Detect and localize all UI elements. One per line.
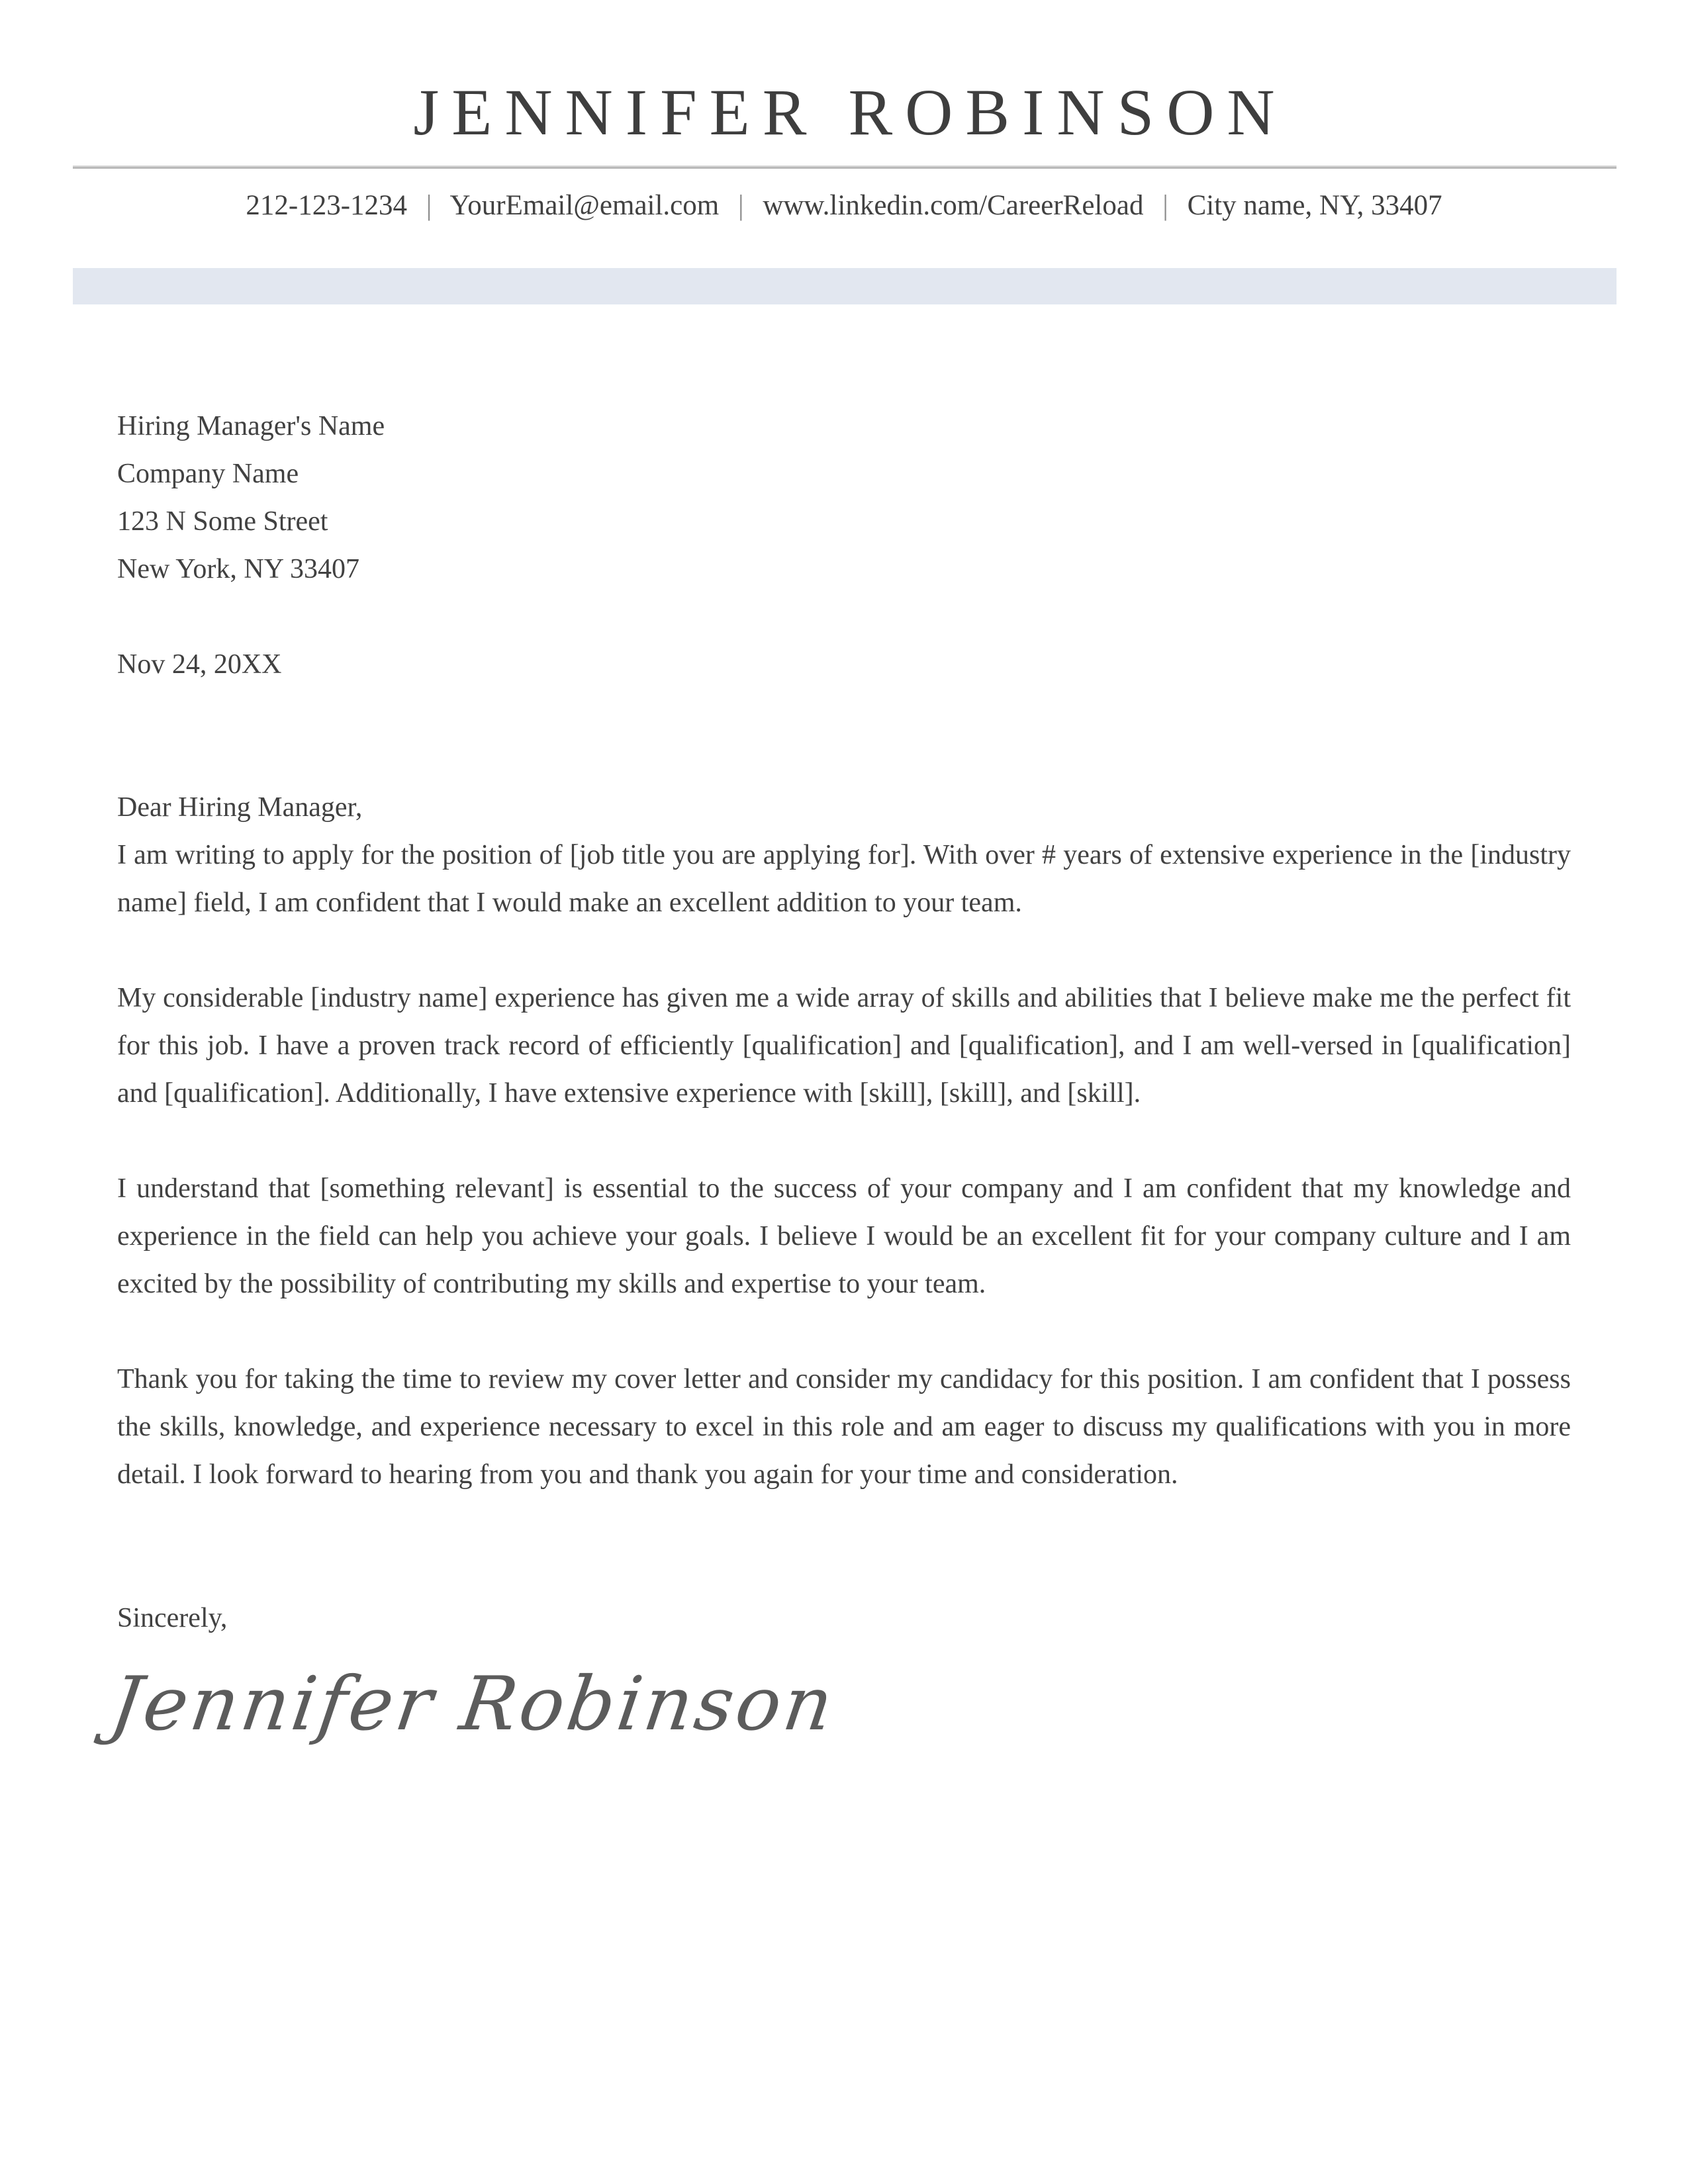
- paragraph-experience: My considerable [industry name] experience has given me a wide array of skills and abilities that I believe make me the perfect fit for this job. I have a proven track record of efficiently [qualification] and [qualification], and I am well-versed in [qualification] and [qualification]. Additionally, I have extensive experience with [skill], [skill], and [skill].: [117, 983, 1571, 1109]
- recipient-block: [117, 402, 1571, 593]
- paragraph-intro: I am writing to apply for the position of [job title you are applying for]. With over # years of extensive experience in the [industry name] field, I am confident that I would make an excellent addition to your team.: [117, 840, 1571, 918]
- contact-email: YourEmail@email.com: [449, 190, 720, 221]
- contact-phone: 212-123-1234: [246, 190, 408, 221]
- contact-separator: |: [737, 190, 744, 221]
- recipient-city: New York, NY 33407: [117, 554, 359, 584]
- letter-body: [105, 402, 1571, 1748]
- paragraph-thanks: Thank you for taking the time to review my cover letter and consider my candidacy for this position. I am confident that I possess the skills, knowledge, and experience necessary to excel in this role and am eager to discuss my qualifications with you in more detail. I look forward to hearing from you and thank you again for your time and consideration.: [117, 1364, 1571, 1490]
- letter-header: [0, 0, 1688, 304]
- contact-location: City name, NY, 33407: [1187, 190, 1442, 221]
- letter-date: Nov 24, 20XX: [117, 649, 282, 680]
- contact-line: [0, 186, 1688, 226]
- recipient-name: Hiring Manager's Name: [117, 411, 385, 441]
- salutation: Dear Hiring Manager,: [117, 792, 363, 823]
- candidate-name: JENNIFER ROBINSON: [413, 75, 1288, 149]
- contact-separator: |: [426, 190, 432, 221]
- recipient-street: 123 N Some Street: [117, 506, 328, 537]
- contact-linkedin: www.linkedin.com/CareerReload: [763, 190, 1144, 221]
- paragraph-fit: I understand that [something relevant] is essential to the success of your company and I am confident that my knowledge and experience in the field can help you achieve your goals. I believe I would be an excellent fit for your company culture and I am excited by the possibility of contributing my skills and expertise to your team.: [117, 1173, 1571, 1299]
- recipient-company: Company Name: [117, 459, 299, 489]
- accent-bar: [73, 268, 1617, 304]
- closing: Sincerely,: [117, 1603, 228, 1633]
- contact-separator: |: [1162, 190, 1168, 221]
- signature: Jennifer Robinson: [105, 1661, 841, 1747]
- header-divider: [73, 165, 1617, 169]
